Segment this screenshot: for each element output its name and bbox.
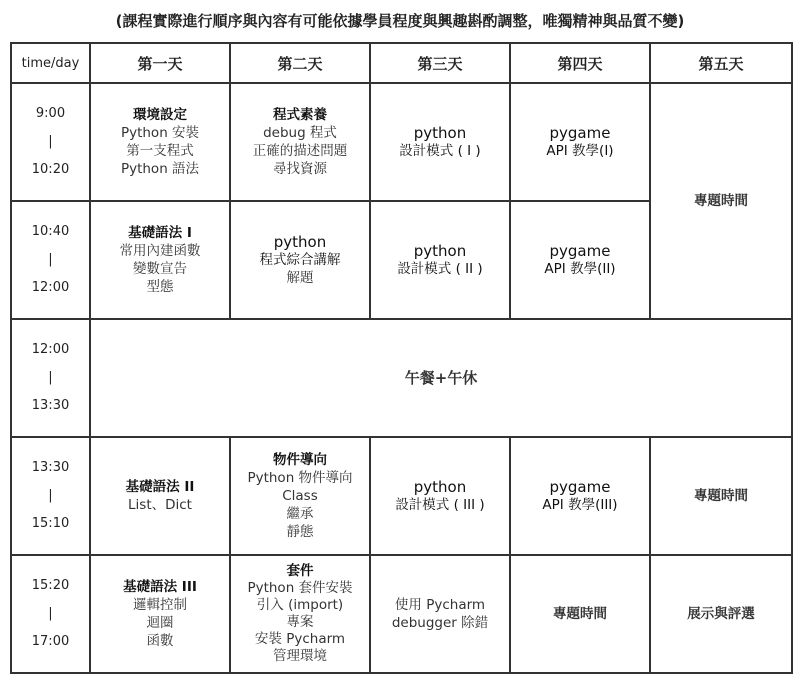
cell-line: API 教學(III) [542, 497, 618, 513]
schedule-table [10, 42, 793, 674]
time-separator: | [48, 134, 53, 149]
cell-line: 迴圈 [146, 615, 174, 631]
cell-line: 專題時間 [553, 606, 607, 622]
cell-title: 基礎語法 II [125, 479, 195, 495]
cell-title: 物件導向 [273, 452, 327, 468]
cell-r4-day1 [90, 437, 230, 555]
cell-line: 安裝 Pycharm [254, 631, 346, 647]
cell-line: 變數宣告 [133, 261, 187, 277]
cell-line: 函數 [146, 633, 174, 649]
cell-line: 尋找資源 [273, 161, 327, 177]
cell-r2-day2 [230, 201, 370, 319]
cell-r5-day2 [230, 555, 370, 673]
cell-line: 繼承 [286, 506, 314, 522]
cell-line: pygame [549, 124, 611, 142]
cell-line: debugger 除錯 [391, 615, 489, 631]
cell-title: 基礎語法 III [123, 579, 197, 595]
cell-r5-day4 [510, 555, 650, 673]
cell-r5-day1 [90, 555, 230, 673]
cell-line: 專題時間 [694, 488, 748, 504]
cell-line: API 教學(I) [546, 143, 614, 159]
header-day-5: 第五天 [650, 43, 792, 83]
cell-r4-day3 [370, 437, 510, 555]
time-separator: | [48, 606, 53, 621]
cell-title: 程式素養 [273, 107, 327, 123]
time-end: 13:30 [31, 398, 70, 413]
cell-line: python [413, 124, 467, 142]
cell-line: pygame [549, 478, 611, 496]
header-day-2: 第二天 [230, 43, 370, 83]
header-day-4: 第四天 [510, 43, 650, 83]
cell-line: Python 套件安裝 [247, 580, 353, 596]
cell-line: 第一支程式 [126, 143, 194, 159]
schedule-row-5 [11, 555, 792, 673]
cell-r5-day5 [650, 555, 792, 673]
cell-line: Class [282, 488, 318, 504]
time-separator: | [48, 252, 53, 267]
cell-line: 管理環境 [273, 648, 327, 664]
cell-line: 邏輯控制 [133, 597, 187, 613]
cell-r2-day3 [370, 201, 510, 319]
cell-r1-r2-day5 [650, 83, 792, 319]
cell-r1-day2 [230, 83, 370, 201]
time-end: 15:10 [31, 516, 70, 531]
time-slot-3 [11, 319, 90, 437]
cell-line: 常用內建函數 [119, 243, 201, 259]
cell-line: 專案 [286, 614, 314, 630]
time-end: 12:00 [31, 280, 70, 295]
time-start: 13:30 [31, 460, 70, 475]
lunch-cell [90, 319, 792, 437]
time-slot-2 [11, 201, 90, 319]
cell-line: 解題 [286, 270, 314, 286]
cell-line: List、Dict [128, 497, 192, 513]
cell-line: Python 安裝 [120, 125, 200, 141]
cell-line: API 教學(II) [544, 261, 616, 277]
schedule-row-4 [11, 437, 792, 555]
cell-r4-day2 [230, 437, 370, 555]
cell-title: 套件 [286, 563, 314, 579]
cell-line: Python 語法 [120, 161, 200, 177]
time-start: 15:20 [31, 578, 70, 593]
cell-line: 程式綜合講解 [259, 252, 341, 268]
time-end: 17:00 [31, 634, 70, 649]
time-end: 10:20 [31, 162, 70, 177]
schedule-row-1 [11, 83, 792, 201]
cell-r4-day4 [510, 437, 650, 555]
cell-line: 設計模式 ( III ) [395, 497, 485, 513]
cell-r1-day1 [90, 83, 230, 201]
lunch-label: 午餐+午休 [404, 369, 478, 387]
cell-line: 使用 Pycharm [394, 597, 486, 613]
cell-line: 展示與評選 [687, 606, 755, 622]
cell-line: Python 物件導向 [247, 470, 353, 486]
time-slot-1 [11, 83, 90, 201]
header-day-3: 第三天 [370, 43, 510, 83]
time-start: 10:40 [31, 224, 70, 239]
cell-r5-day3 [370, 555, 510, 673]
time-separator: | [48, 370, 53, 385]
header-row [11, 43, 792, 83]
cell-r2-day4 [510, 201, 650, 319]
cell-line: 設計模式 ( I ) [399, 143, 481, 159]
cell-r4-day5 [650, 437, 792, 555]
cell-line: 專題時間 [694, 193, 748, 209]
cell-line: pygame [549, 242, 611, 260]
time-start: 12:00 [31, 342, 70, 357]
time-slot-4 [11, 437, 90, 555]
cell-line: python [273, 233, 327, 251]
cell-line: 靜態 [286, 524, 314, 540]
cell-line: python [413, 478, 467, 496]
cell-line: 引入 (import) [256, 597, 344, 613]
schedule-row-3 [11, 319, 792, 437]
cell-title: 基礎語法 I [128, 225, 192, 241]
cell-r1-day4 [510, 83, 650, 201]
cell-line: debug 程式 [263, 125, 337, 141]
schedule-note: (課程實際進行順序與內容有可能依據學員程度與興趣斟酌調整，唯獨精神與品質不變) [115, 12, 685, 30]
cell-line: 型態 [146, 279, 174, 295]
time-slot-5 [11, 555, 90, 673]
time-separator: | [48, 488, 53, 503]
cell-r2-day1 [90, 201, 230, 319]
cell-title: 環境設定 [133, 107, 187, 123]
cell-line: 設計模式 ( II ) [397, 261, 483, 277]
time-start: 9:00 [35, 106, 66, 121]
cell-line: python [413, 242, 467, 260]
header-time-day: time/day [11, 43, 90, 83]
cell-r1-day3 [370, 83, 510, 201]
header-day-1: 第一天 [90, 43, 230, 83]
cell-line: 正確的描述問題 [252, 143, 348, 159]
